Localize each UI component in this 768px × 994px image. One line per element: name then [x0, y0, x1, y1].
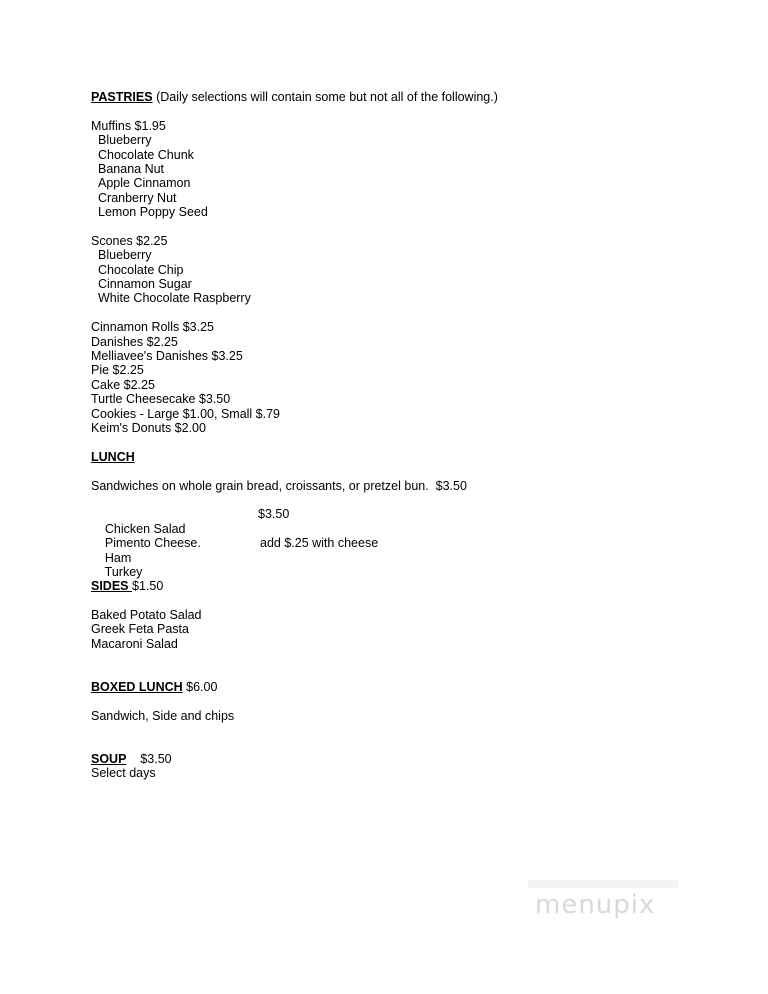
watermark-logo: menupix — [535, 890, 656, 920]
muffins-title: Muffins $1.95 — [91, 118, 166, 133]
muffin-item: Lemon Poppy Seed — [98, 205, 208, 220]
pastry-item: Melliavee's Danishes $3.25 — [91, 349, 243, 364]
lunch-heading: LUNCH — [91, 449, 135, 464]
pastry-item: Cookies - Large $1.00, Small $.79 — [91, 406, 280, 421]
sandwich-name: Turkey — [104, 564, 143, 579]
side-item: Macaroni Salad — [91, 636, 178, 651]
pastry-item: Keim's Donuts $2.00 — [91, 420, 206, 435]
boxed-lunch-heading: BOXED LUNCH — [91, 680, 183, 695]
pastry-item: Pie $2.25 — [91, 363, 144, 378]
lunch-description: Sandwiches on whole grain bread, croissants, or pretzel bun. $3.50 — [91, 478, 467, 493]
scone-item: Blueberry — [98, 248, 152, 263]
sides-price: $1.50 — [132, 579, 164, 594]
sides-heading-line — [91, 579, 731, 593]
scones-title: Scones $2.25 — [91, 233, 168, 248]
muffin-item: Blueberry — [98, 133, 152, 148]
sandwich-row — [91, 536, 731, 565]
muffin-item: Apple Cinnamon — [98, 176, 191, 191]
sandwich-name: Ham — [104, 550, 132, 565]
pastry-item: Cake $2.25 — [91, 377, 155, 392]
sandwich-row — [91, 551, 731, 579]
side-item: Baked Potato Salad — [91, 608, 202, 623]
sandwich-note: $3.50 — [258, 507, 290, 522]
pastry-item: Turtle Cheesecake $3.50 — [91, 392, 231, 407]
boxed-lunch-description: Sandwich, Side and chips — [91, 708, 235, 723]
scone-item: Cinnamon Sugar — [98, 277, 192, 292]
pastries-note: (Daily selections will contain some but not all of the following.) — [152, 90, 498, 104]
pastries-heading-line — [91, 90, 731, 104]
muffin-item: Banana Nut — [98, 161, 165, 176]
soup-description: Select days — [91, 766, 156, 781]
menu-document — [91, 90, 731, 781]
pastries-heading: PASTRIES — [91, 90, 153, 104]
pastry-item: Danishes $2.25 — [91, 334, 178, 349]
lunch-heading-line — [91, 450, 731, 464]
boxed-lunch-heading-line — [91, 680, 731, 694]
watermark-bar — [528, 880, 678, 888]
sandwich-name: Pimento Cheese. — [104, 536, 201, 551]
scone-item: Chocolate Chip — [98, 262, 184, 277]
scone-item: White Chocolate Raspberry — [98, 291, 251, 306]
sandwich-note: add $.25 with cheese — [260, 536, 379, 551]
muffin-item: Chocolate Chunk — [98, 147, 194, 162]
soup-price: $3.50 — [126, 752, 172, 766]
side-item: Greek Feta Pasta — [91, 622, 189, 637]
soup-heading-line — [91, 752, 731, 766]
pastry-item: Cinnamon Rolls $3.25 — [91, 320, 214, 335]
boxed-lunch-price: $6.00 — [182, 680, 218, 695]
muffin-item: Cranberry Nut — [98, 190, 177, 205]
soup-heading: SOUP — [91, 752, 127, 766]
sandwich-name: Chicken Salad — [104, 521, 186, 536]
sides-heading: SIDES — [91, 579, 132, 594]
sandwich-row — [91, 507, 731, 536]
